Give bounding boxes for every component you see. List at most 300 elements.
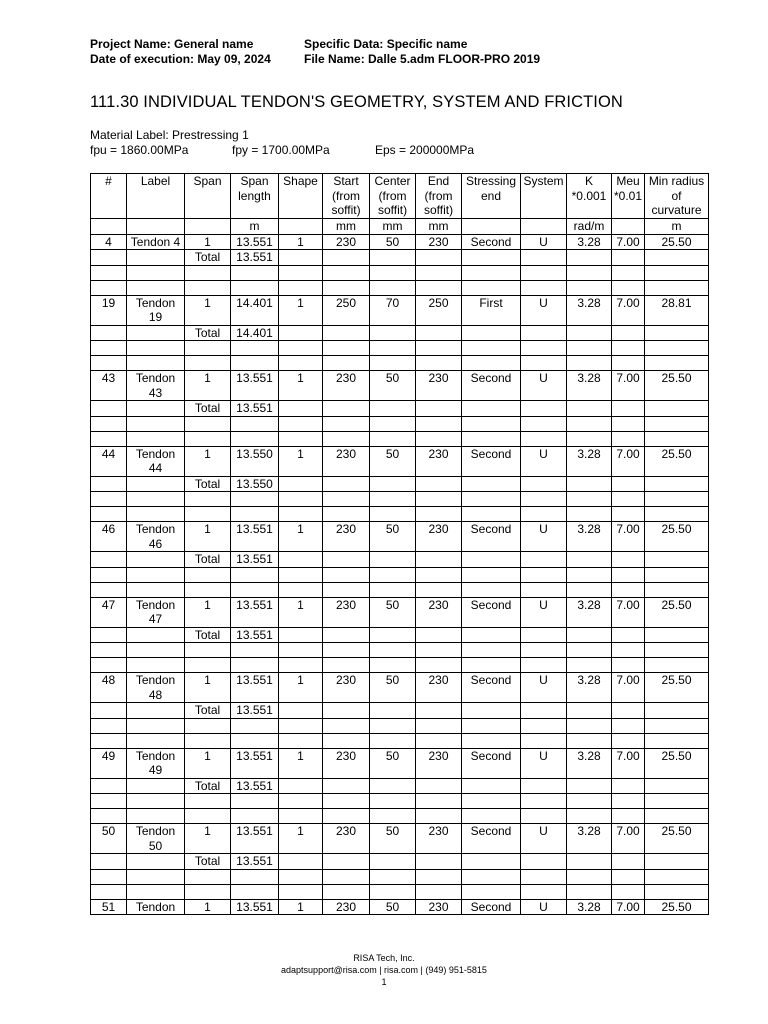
table-cell: 47: [91, 597, 127, 627]
table-cell: [127, 794, 185, 809]
table-cell: [462, 401, 521, 417]
table-cell: [521, 341, 567, 356]
table-cell: [416, 718, 462, 733]
table-cell: [127, 476, 185, 492]
table-cell: 3.28: [567, 597, 612, 627]
table-cell: 50: [370, 748, 416, 778]
table-cell: [185, 280, 231, 295]
table-cell: [416, 265, 462, 280]
table-cell: [416, 627, 462, 643]
table-cell: [279, 431, 323, 446]
unit-cell: [462, 219, 521, 235]
table-cell: [612, 356, 645, 371]
table-cell: [462, 582, 521, 597]
table-row: [91, 567, 709, 582]
table-cell: [462, 809, 521, 824]
table-cell: [279, 492, 323, 507]
table-cell: [416, 809, 462, 824]
table-cell: 1: [185, 748, 231, 778]
table-cell: [612, 869, 645, 884]
table-cell: [567, 718, 612, 733]
table-cell: [462, 431, 521, 446]
table-cell: [323, 250, 370, 266]
table-cell: 1: [185, 673, 231, 703]
table-cell: [462, 778, 521, 794]
table-cell: [462, 643, 521, 658]
table-cell: 25.50: [645, 446, 709, 476]
column-header: K *0.001: [567, 174, 612, 219]
table-cell: [127, 854, 185, 870]
page-title: 111.30 INDIVIDUAL TENDON'S GEOMETRY, SYSTEM AND FRICTION: [90, 93, 623, 111]
table-body: [91, 234, 709, 915]
table-cell: [612, 884, 645, 899]
table-cell: [231, 356, 279, 371]
table-cell: [231, 265, 279, 280]
table-cell: [91, 356, 127, 371]
table-cell: [127, 718, 185, 733]
table-cell: [279, 854, 323, 870]
table-cell: [370, 778, 416, 794]
table-cell: [231, 869, 279, 884]
table-cell: [323, 325, 370, 341]
table-row: [91, 507, 709, 522]
table-cell: [231, 582, 279, 597]
table-cell: [370, 476, 416, 492]
table-cell: [612, 416, 645, 431]
table-cell: [521, 280, 567, 295]
table-cell: [231, 809, 279, 824]
table-cell: [462, 250, 521, 266]
table-cell: [91, 794, 127, 809]
table-cell: [645, 356, 709, 371]
table-cell: 230: [323, 234, 370, 250]
table-cell: [91, 492, 127, 507]
table-cell: [127, 627, 185, 643]
table-cell: [323, 869, 370, 884]
unit-cell: [91, 219, 127, 235]
table-cell: [645, 401, 709, 417]
table-cell: [370, 869, 416, 884]
table-row: [91, 234, 709, 250]
table-cell: [462, 567, 521, 582]
table-cell: [612, 265, 645, 280]
table-cell: [521, 507, 567, 522]
page-number: 1: [381, 977, 387, 987]
table-cell: [521, 703, 567, 719]
unit-cell: [279, 219, 323, 235]
table-cell: [127, 356, 185, 371]
table-cell: U: [521, 234, 567, 250]
table-cell: 1: [279, 824, 323, 854]
table-cell: 50: [91, 824, 127, 854]
table-cell: Tendon 43: [127, 371, 185, 401]
table-row: [91, 778, 709, 794]
column-header: Start (from soffit): [323, 174, 370, 219]
table-row: [91, 295, 709, 325]
unit-cell: mm: [323, 219, 370, 235]
table-cell: 1: [279, 522, 323, 552]
table-cell: Second: [462, 824, 521, 854]
table-cell: [521, 567, 567, 582]
table-cell: [567, 854, 612, 870]
table-cell: U: [521, 748, 567, 778]
column-header: #: [91, 174, 127, 219]
table-cell: [91, 582, 127, 597]
table-cell: 7.00: [612, 522, 645, 552]
table-cell: Second: [462, 673, 521, 703]
table-cell: 7.00: [612, 597, 645, 627]
table-cell: 25.50: [645, 673, 709, 703]
table-cell: [612, 341, 645, 356]
table-cell: [370, 325, 416, 341]
table-cell: [231, 431, 279, 446]
table-cell: [612, 733, 645, 748]
table-cell: U: [521, 824, 567, 854]
table-cell: [231, 643, 279, 658]
table-cell: [462, 703, 521, 719]
table-cell: Total: [185, 627, 231, 643]
table-cell: 25.50: [645, 597, 709, 627]
table-row: [91, 416, 709, 431]
table-row: [91, 809, 709, 824]
table-cell: [521, 869, 567, 884]
table-cell: [370, 809, 416, 824]
table-cell: [567, 643, 612, 658]
table-cell: [91, 265, 127, 280]
table-cell: 70: [370, 295, 416, 325]
table-cell: [185, 492, 231, 507]
table-cell: [370, 854, 416, 870]
table-cell: 44: [91, 446, 127, 476]
table-cell: [645, 567, 709, 582]
table-cell: [231, 567, 279, 582]
table-cell: U: [521, 295, 567, 325]
table-cell: [567, 280, 612, 295]
table-cell: [370, 552, 416, 568]
table-cell: 13.551: [231, 673, 279, 703]
table-cell: [323, 733, 370, 748]
table-cell: [462, 884, 521, 899]
column-header: Stressing end: [462, 174, 521, 219]
table-cell: 3.28: [567, 748, 612, 778]
table-cell: 1: [279, 748, 323, 778]
table-cell: Tendon 48: [127, 673, 185, 703]
table-cell: [370, 794, 416, 809]
table-cell: [462, 280, 521, 295]
table-cell: [91, 733, 127, 748]
table-cell: [279, 582, 323, 597]
table-cell: 28.81: [645, 295, 709, 325]
table-cell: [416, 552, 462, 568]
table-cell: [370, 718, 416, 733]
table-cell: 14.401: [231, 325, 279, 341]
table-cell: [612, 280, 645, 295]
table-cell: [567, 733, 612, 748]
table-cell: [567, 809, 612, 824]
table-cell: [567, 778, 612, 794]
table-cell: 1: [279, 371, 323, 401]
column-header: Span: [185, 174, 231, 219]
table-cell: 230: [323, 371, 370, 401]
table-cell: 7.00: [612, 748, 645, 778]
table-cell: [323, 552, 370, 568]
table-cell: 230: [323, 899, 370, 915]
execution-date: Date of execution: May 09, 2024: [90, 52, 271, 66]
table-cell: [279, 778, 323, 794]
unit-cell: m: [645, 219, 709, 235]
table-cell: 230: [323, 824, 370, 854]
table-cell: 43: [91, 371, 127, 401]
table-cell: U: [521, 371, 567, 401]
table-cell: [185, 265, 231, 280]
column-header: Meu *0.01: [612, 174, 645, 219]
table-cell: [279, 507, 323, 522]
table-cell: [127, 552, 185, 568]
table-cell: [462, 476, 521, 492]
table-cell: 1: [185, 446, 231, 476]
table-row: [91, 582, 709, 597]
table-cell: [612, 778, 645, 794]
header-right: [304, 37, 540, 67]
table-cell: 51: [91, 899, 127, 915]
table-cell: [645, 492, 709, 507]
table-cell: 13.551: [231, 899, 279, 915]
table-cell: [91, 869, 127, 884]
table-cell: [231, 733, 279, 748]
table-cell: [127, 869, 185, 884]
table-cell: [279, 567, 323, 582]
table-row: [91, 325, 709, 341]
table-row: [91, 401, 709, 417]
file-name: File Name: Dalle 5.adm FLOOR-PRO 2019: [304, 52, 541, 66]
table-cell: U: [521, 522, 567, 552]
table-cell: 25.50: [645, 899, 709, 915]
table-cell: [416, 250, 462, 266]
units-row: [91, 219, 709, 235]
table-cell: [416, 280, 462, 295]
table-cell: 1: [279, 446, 323, 476]
table-cell: Tendon 4: [127, 234, 185, 250]
table-cell: [645, 265, 709, 280]
table-cell: [91, 703, 127, 719]
table-row: [91, 431, 709, 446]
table-cell: 7.00: [612, 824, 645, 854]
table-cell: 1: [185, 824, 231, 854]
table-cell: [127, 643, 185, 658]
column-header: Center (from soffit): [370, 174, 416, 219]
table-cell: [323, 809, 370, 824]
table-cell: [279, 869, 323, 884]
table-cell: [91, 401, 127, 417]
table-cell: [416, 703, 462, 719]
table-cell: [612, 507, 645, 522]
table-cell: 48: [91, 673, 127, 703]
fpu-value: fpu = 1860.00MPa: [90, 143, 189, 157]
table-cell: 7.00: [612, 234, 645, 250]
table-cell: [91, 854, 127, 870]
table-cell: 1: [185, 295, 231, 325]
table-cell: [127, 582, 185, 597]
table-cell: [323, 794, 370, 809]
table-cell: [567, 476, 612, 492]
table-row: [91, 824, 709, 854]
table-cell: [279, 703, 323, 719]
table-cell: [462, 325, 521, 341]
table-cell: [370, 507, 416, 522]
table-cell: [612, 401, 645, 417]
table-cell: [91, 778, 127, 794]
table-cell: [462, 341, 521, 356]
table-cell: [462, 492, 521, 507]
table-cell: 50: [370, 824, 416, 854]
table-cell: 13.551: [231, 824, 279, 854]
table-cell: [127, 492, 185, 507]
table-cell: [416, 643, 462, 658]
table-cell: [567, 869, 612, 884]
table-cell: 1: [185, 522, 231, 552]
table-cell: [521, 884, 567, 899]
table-cell: [521, 718, 567, 733]
table-cell: [567, 401, 612, 417]
table-row: [91, 733, 709, 748]
table-cell: [416, 567, 462, 582]
table-cell: [370, 733, 416, 748]
specific-data: Specific Data: Specific name: [304, 37, 468, 51]
table-row: [91, 658, 709, 673]
table-cell: [521, 809, 567, 824]
table-cell: [612, 250, 645, 266]
table-cell: [370, 401, 416, 417]
table-cell: Second: [462, 522, 521, 552]
table-cell: [612, 703, 645, 719]
table-cell: 230: [416, 899, 462, 915]
table-cell: U: [521, 597, 567, 627]
table-cell: 25.50: [645, 522, 709, 552]
table-cell: Second: [462, 446, 521, 476]
table-cell: [279, 658, 323, 673]
table-cell: [279, 250, 323, 266]
table-cell: [323, 643, 370, 658]
table-cell: 13.551: [231, 250, 279, 266]
table-cell: [567, 356, 612, 371]
table-cell: [612, 325, 645, 341]
table-cell: [127, 401, 185, 417]
table-cell: [645, 854, 709, 870]
table-cell: 1: [185, 597, 231, 627]
table-cell: [279, 809, 323, 824]
table-cell: [567, 884, 612, 899]
table-cell: [521, 778, 567, 794]
table-cell: 13.551: [231, 748, 279, 778]
table-cell: [323, 492, 370, 507]
table-cell: 50: [370, 597, 416, 627]
table-cell: [279, 552, 323, 568]
table-cell: [185, 356, 231, 371]
table-cell: [370, 643, 416, 658]
unit-cell: [521, 219, 567, 235]
table-cell: 50: [370, 673, 416, 703]
header-left: [90, 37, 271, 67]
table-cell: [645, 718, 709, 733]
table-cell: 3.28: [567, 673, 612, 703]
table-cell: [462, 794, 521, 809]
column-header: System: [521, 174, 567, 219]
table-cell: [645, 658, 709, 673]
table-cell: Total: [185, 250, 231, 266]
table-cell: 250: [416, 295, 462, 325]
table-cell: [416, 492, 462, 507]
table-cell: 3.28: [567, 899, 612, 915]
table-cell: [279, 401, 323, 417]
material-label: Material Label: Prestressing 1: [90, 128, 249, 142]
table-cell: [127, 341, 185, 356]
table-cell: 230: [416, 824, 462, 854]
table-cell: 49: [91, 748, 127, 778]
table-cell: [645, 884, 709, 899]
table-cell: [416, 507, 462, 522]
table-cell: 14.401: [231, 295, 279, 325]
table-cell: 3.28: [567, 446, 612, 476]
table-row: [91, 869, 709, 884]
column-header: Span length: [231, 174, 279, 219]
table-cell: Second: [462, 899, 521, 915]
table-cell: [323, 778, 370, 794]
table-cell: [323, 582, 370, 597]
table-cell: [185, 341, 231, 356]
table-cell: [127, 431, 185, 446]
table-cell: [645, 582, 709, 597]
table-cell: [279, 733, 323, 748]
table-cell: 13.550: [231, 446, 279, 476]
table-cell: 3.28: [567, 824, 612, 854]
table-cell: 1: [279, 673, 323, 703]
table-cell: Total: [185, 325, 231, 341]
table-row: [91, 643, 709, 658]
table-cell: [416, 476, 462, 492]
table-cell: 13.551: [231, 371, 279, 401]
table-cell: 50: [370, 371, 416, 401]
table-cell: [91, 507, 127, 522]
table-cell: [645, 476, 709, 492]
table-cell: [567, 627, 612, 643]
table-row: [91, 476, 709, 492]
table-cell: 3.28: [567, 371, 612, 401]
table-row: [91, 280, 709, 295]
table-cell: [231, 492, 279, 507]
table-cell: [279, 341, 323, 356]
table-cell: [521, 794, 567, 809]
table-cell: [323, 341, 370, 356]
fpy-value: fpy = 1700.00MPa: [232, 143, 330, 157]
table-row: [91, 703, 709, 719]
table-cell: [645, 627, 709, 643]
table-cell: [645, 733, 709, 748]
table-cell: [323, 416, 370, 431]
table-cell: [231, 718, 279, 733]
table-cell: 230: [416, 234, 462, 250]
table-cell: [645, 325, 709, 341]
table-row: [91, 341, 709, 356]
table-cell: Total: [185, 703, 231, 719]
table-cell: [231, 884, 279, 899]
table-cell: [462, 718, 521, 733]
table-cell: [185, 643, 231, 658]
table-cell: [416, 794, 462, 809]
table-cell: 13.551: [231, 234, 279, 250]
table-cell: 230: [323, 748, 370, 778]
table-cell: [521, 627, 567, 643]
table-cell: [612, 431, 645, 446]
